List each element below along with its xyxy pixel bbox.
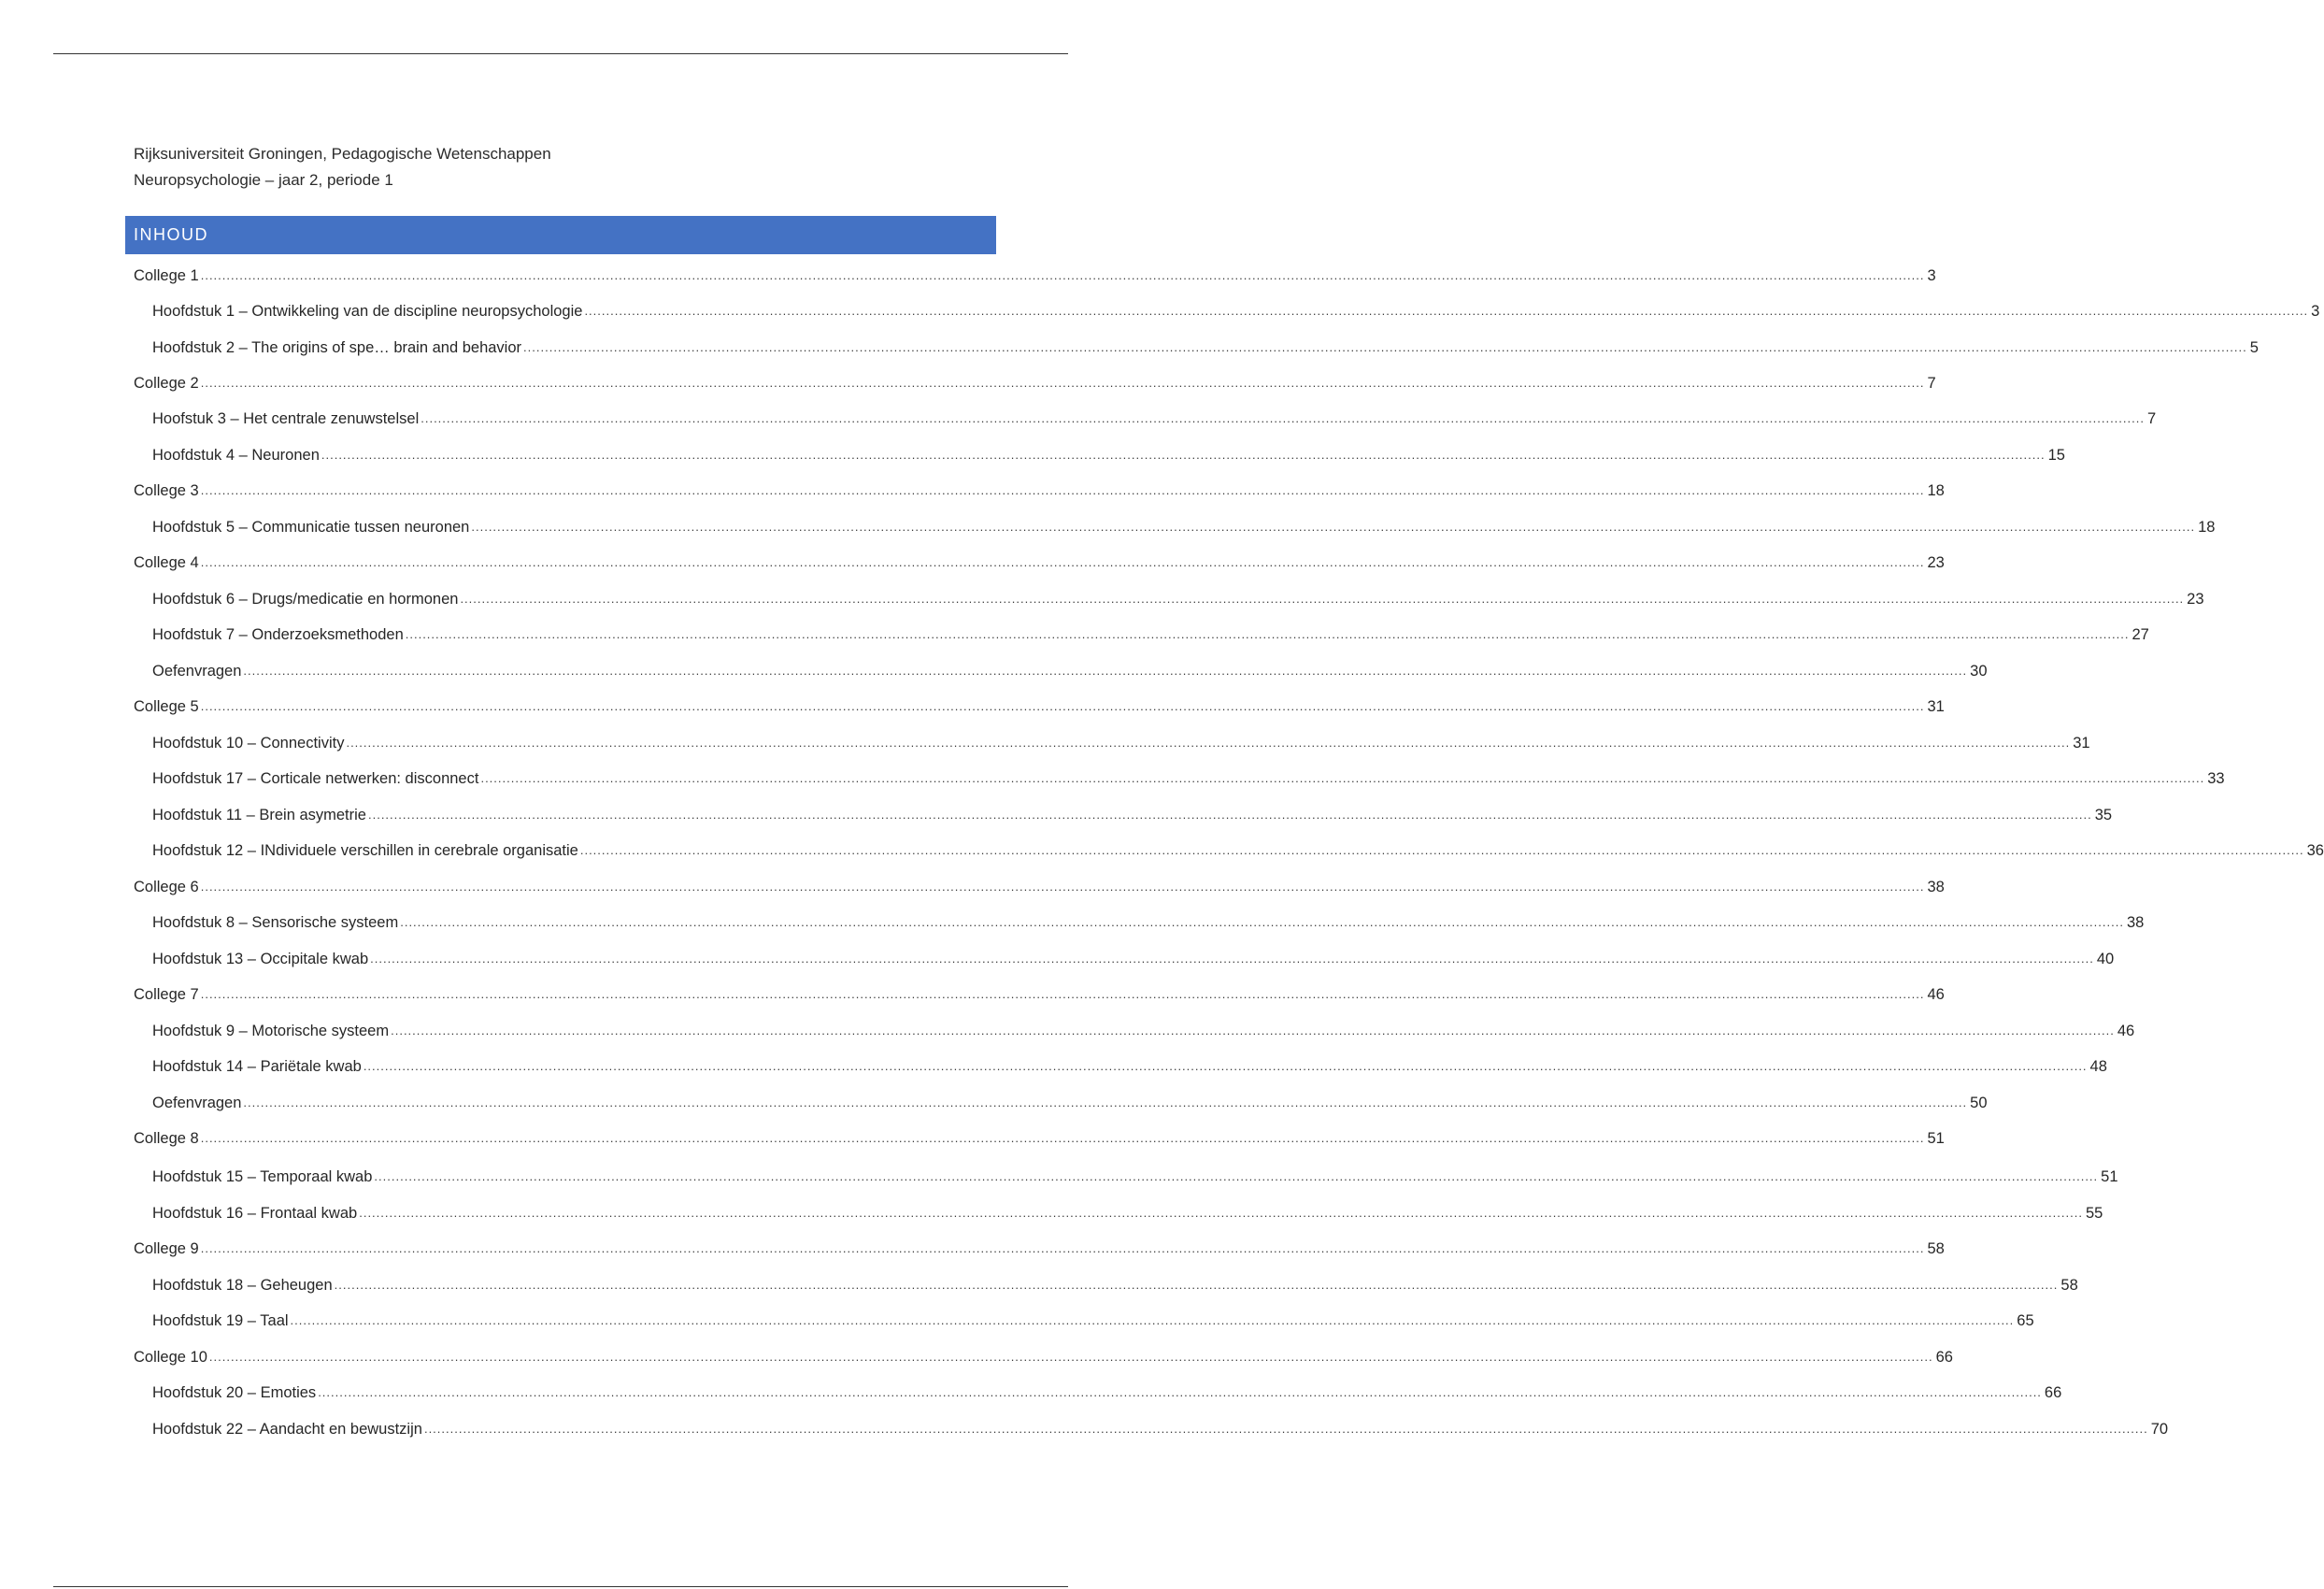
toc-entry-chapter[interactable] [152, 518, 2216, 537]
toc-entry-title: Hoofdstuk 15 – Temporaal kwab [152, 1168, 373, 1185]
toc-entry-chapter[interactable] [152, 1167, 2118, 1187]
toc-dot-leader: ................................................................................................................................................................................................................................................................................................................................................................................................................ [370, 952, 2094, 966]
toc-dot-leader: ................................................................................................................................................................................................................................................................................................................................................................................................................ [405, 627, 2130, 641]
toc-dot-leader: ................................................................................................................................................................................................................................................................................................................................................................................................................ [200, 483, 1925, 497]
toc-entry-title: Hoofdstuk 8 – Sensorische systeem [152, 914, 399, 931]
toc-page-number: 46 [1927, 986, 1945, 1003]
toc-entry-title: Hoofdstuk 11 – Brein asymetrie [152, 807, 366, 823]
toc-page-number: 23 [1927, 554, 1945, 571]
toc-dot-leader: ................................................................................................................................................................................................................................................................................................................................................................................................................ [421, 411, 2145, 425]
document-header [134, 141, 551, 193]
toc-page-number: 33 [2207, 770, 2225, 787]
toc-page-number: 7 [2146, 410, 2157, 427]
toc-entry-title: College 8 [134, 1130, 199, 1147]
toc-entry-title: Hoofdstuk 6 – Drugs/medicatie en hormonen [152, 591, 459, 608]
toc-page-number: 66 [1935, 1349, 1953, 1366]
toc-entry-chapter[interactable] [152, 590, 2204, 609]
toc-entry-college[interactable] [134, 374, 1936, 394]
toc-entry-title: Hoofdstuk 10 – Connectivity [152, 735, 345, 752]
toc-dot-leader: ................................................................................................................................................................................................................................................................................................................................................................................................................ [391, 1024, 2115, 1038]
toc-page-number: 58 [1927, 1240, 1945, 1257]
toc-page-number: 18 [1927, 482, 1945, 499]
toc-dot-leader: ................................................................................................................................................................................................................................................................................................................................................................................................................ [243, 1095, 1968, 1109]
toc-entry-college[interactable] [134, 266, 1936, 286]
toc-page-number: 51 [2101, 1168, 2118, 1185]
header-rule [53, 53, 1068, 54]
toc-dot-leader: ................................................................................................................................................................................................................................................................................................................................................................................................................ [200, 376, 1925, 390]
toc-page-number: 30 [1970, 663, 1988, 680]
toc-entry-chapter[interactable] [152, 1057, 2107, 1077]
toc-entry-chapter[interactable] [152, 625, 2149, 645]
toc-entry-title: College 2 [134, 375, 199, 392]
toc-entry-college[interactable] [134, 985, 1945, 1005]
toc-entry-college[interactable] [134, 481, 1945, 501]
toc-dot-leader: ................................................................................................................................................................................................................................................................................................................................................................................................................ [363, 1059, 2088, 1073]
toc-entry-college[interactable] [134, 1239, 1945, 1259]
toc-entry-chapter[interactable] [152, 302, 2320, 322]
toc-page-number: 48 [2089, 1058, 2107, 1075]
toc-entry-chapter[interactable] [152, 1276, 2078, 1296]
toc-entry-title: Hoofdstuk 18 – Geheugen [152, 1277, 333, 1294]
toc-dot-leader: ................................................................................................................................................................................................................................................................................................................................................................................................................ [579, 843, 2304, 857]
toc-dot-leader: ................................................................................................................................................................................................................................................................................................................................................................................................................ [460, 592, 2185, 606]
toc-page-number: 7 [1927, 375, 1936, 392]
toc-entry-title: Hoofdstuk 4 – Neuronen [152, 447, 320, 464]
toc-page-number: 3 [1927, 267, 1936, 284]
toc-page-number: 15 [2047, 447, 2065, 464]
toc-entry-title: College 10 [134, 1349, 207, 1366]
toc-entry-title: College 1 [134, 267, 199, 284]
toc-entry-title: Hoofdstuk 9 – Motorische systeem [152, 1023, 390, 1039]
toc-dot-leader: ................................................................................................................................................................................................................................................................................................................................................................................................................ [243, 664, 1968, 678]
toc-entry-chapter[interactable] [152, 1204, 2103, 1224]
toc-entry-title: Hoofdstuk 20 – Emoties [152, 1384, 317, 1401]
toc-page-number: 23 [2187, 591, 2204, 608]
toc-dot-leader: ................................................................................................................................................................................................................................................................................................................................................................................................................ [321, 448, 2046, 462]
toc-dot-leader: ................................................................................................................................................................................................................................................................................................................................................................................................................ [200, 555, 1925, 569]
toc-page-number: 51 [1927, 1130, 1945, 1147]
toc-entry-chapter[interactable] [152, 841, 2324, 861]
toc-dot-leader: ................................................................................................................................................................................................................................................................................................................................................................................................................ [200, 699, 1925, 713]
toc-entry-title: College 4 [134, 554, 199, 571]
toc-dot-leader: ................................................................................................................................................................................................................................................................................................................................................................................................................ [367, 808, 2092, 822]
toc-entry-chapter[interactable] [152, 1022, 2135, 1041]
toc-heading: INHOUD [134, 225, 208, 244]
toc-dot-leader: ................................................................................................................................................................................................................................................................................................................................................................................................................ [346, 736, 2071, 750]
toc-dot-leader: ................................................................................................................................................................................................................................................................................................................................................................................................................ [200, 1131, 1925, 1145]
toc-entry-title: Hoofdstuk 1 – Ontwikkeling van de discipline neuropsychologie [152, 303, 583, 320]
toc-page-number: 38 [1927, 879, 1945, 895]
toc-page-number: 5 [2249, 339, 2259, 356]
toc-dot-leader: ................................................................................................................................................................................................................................................................................................................................................................................................................ [423, 1422, 2148, 1436]
toc-heading-banner [125, 216, 996, 254]
toc-page-number: 38 [2126, 914, 2145, 931]
toc-dot-leader: ................................................................................................................................................................................................................................................................................................................................................................................................................ [290, 1313, 2015, 1327]
toc-entry-college[interactable] [134, 1129, 1945, 1149]
toc-entry-chapter[interactable] [152, 950, 2115, 969]
toc-entry-title: Hoofdstuk 13 – Occipitale kwab [152, 951, 369, 967]
toc-entry-chapter[interactable] [152, 409, 2157, 429]
toc-dot-leader: ................................................................................................................................................................................................................................................................................................................................................................................................................ [480, 771, 2205, 785]
toc-page-number: 58 [2060, 1277, 2078, 1294]
toc-entry-college[interactable] [134, 553, 1945, 573]
toc-entry-title: Oefenvragen [152, 663, 242, 680]
toc-entry-title: College 7 [134, 986, 199, 1003]
toc-entry-title: Hoofdstuk 12 – INdividuele verschillen in cerebrale organisatie [152, 842, 578, 859]
toc-page-number: 70 [2150, 1421, 2169, 1438]
toc-entry-title: Hoofdstuk 5 – Communicatie tussen neuronen [152, 519, 470, 536]
toc-entry-chapter[interactable] [152, 913, 2145, 933]
toc-dot-leader: ................................................................................................................................................................................................................................................................................................................................................................................................................ [200, 880, 1925, 894]
toc-entry-college[interactable] [134, 697, 1945, 717]
toc-page-number: 50 [1970, 1095, 1988, 1111]
toc-entry-chapter[interactable] [152, 806, 2113, 825]
toc-page-number: 31 [2073, 735, 2090, 752]
toc-entry-title: Hoofdstuk 17 – Corticale netwerken: disconnect [152, 770, 479, 787]
header-course: Neuropsychologie – jaar 2, periode 1 [134, 171, 393, 189]
toc-entry-title: Oefenvragen [152, 1095, 242, 1111]
toc-entry-title: Hoofdstuk 19 – Taal [152, 1312, 289, 1329]
toc-entry-chapter[interactable] [152, 446, 2065, 465]
toc-page-number: 27 [2132, 626, 2149, 643]
toc-page-number: 66 [2044, 1384, 2062, 1401]
toc-dot-leader: ................................................................................................................................................................................................................................................................................................................................................................................................................ [208, 1350, 1933, 1364]
toc-entry-title: College 6 [134, 879, 199, 895]
toc-entry-chapter[interactable] [152, 662, 1988, 681]
toc-entry-title: Hoofdstuk 2 – The origins of spe… brain and behavior [152, 339, 522, 356]
toc-dot-leader: ................................................................................................................................................................................................................................................................................................................................................................................................................ [359, 1206, 2083, 1220]
toc-dot-leader: ................................................................................................................................................................................................................................................................................................................................................................................................................ [523, 340, 2247, 354]
toc-dot-leader: ................................................................................................................................................................................................................................................................................................................................................................................................................ [471, 520, 2196, 534]
toc-entry-chapter[interactable] [152, 769, 2225, 789]
toc-entry-title: Hoofdstuk 22 – Aandacht en bewustzijn [152, 1421, 422, 1438]
toc-dot-leader: ................................................................................................................................................................................................................................................................................................................................................................................................................ [334, 1278, 2059, 1292]
toc-page-number: 40 [2096, 951, 2115, 967]
toc-page-number: 55 [2085, 1205, 2103, 1222]
toc-entry-chapter[interactable] [152, 1383, 2062, 1403]
toc-entry-title: College 5 [134, 698, 199, 715]
toc-entry-title: College 9 [134, 1240, 199, 1257]
toc-page-number: 31 [1927, 698, 1945, 715]
toc-entry-chapter[interactable] [152, 1094, 1988, 1113]
toc-entry-chapter[interactable] [152, 338, 2259, 358]
footer-rule [53, 1586, 1068, 1587]
toc-entry-title: Hoofdstuk 7 – Onderzoeksmethoden [152, 626, 404, 643]
toc-page-number: 3 [2311, 303, 2320, 320]
toc-page-number: 65 [2017, 1312, 2034, 1329]
toc-dot-leader: ................................................................................................................................................................................................................................................................................................................................................................................................................ [584, 304, 2309, 318]
toc-page-number: 18 [2198, 519, 2216, 536]
toc-dot-leader: ................................................................................................................................................................................................................................................................................................................................................................................................................ [200, 268, 1925, 282]
toc-page-number: 35 [2094, 807, 2113, 823]
toc-page-number: 36 [2306, 842, 2324, 859]
toc-entry-college[interactable] [134, 1348, 1953, 1367]
toc-dot-leader: ................................................................................................................................................................................................................................................................................................................................................................................................................ [374, 1169, 2099, 1183]
toc-entry-title: Hoofstuk 3 – Het centrale zenuwstelsel [152, 410, 420, 427]
header-institution: Rijksuniversiteit Groningen, Pedagogische Wetenschappen [134, 145, 551, 163]
toc-dot-leader: ................................................................................................................................................................................................................................................................................................................................................................................................................ [318, 1385, 2042, 1399]
toc-dot-leader: ................................................................................................................................................................................................................................................................................................................................................................................................................ [200, 1241, 1925, 1255]
toc-entry-title: Hoofdstuk 16 – Frontaal kwab [152, 1205, 358, 1222]
toc-dot-leader: ................................................................................................................................................................................................................................................................................................................................................................................................................ [200, 987, 1925, 1001]
toc-entry-college[interactable] [134, 878, 1945, 897]
toc-entry-chapter[interactable] [152, 1420, 2169, 1439]
toc-entry-chapter[interactable] [152, 734, 2090, 753]
toc-entry-title: College 3 [134, 482, 199, 499]
toc-dot-leader: ................................................................................................................................................................................................................................................................................................................................................................................................................ [400, 915, 2124, 929]
toc-entry-title: Hoofdstuk 14 – Pariëtale kwab [152, 1058, 362, 1075]
toc-entry-chapter[interactable] [152, 1311, 2034, 1331]
toc-page-number: 46 [2117, 1023, 2135, 1039]
